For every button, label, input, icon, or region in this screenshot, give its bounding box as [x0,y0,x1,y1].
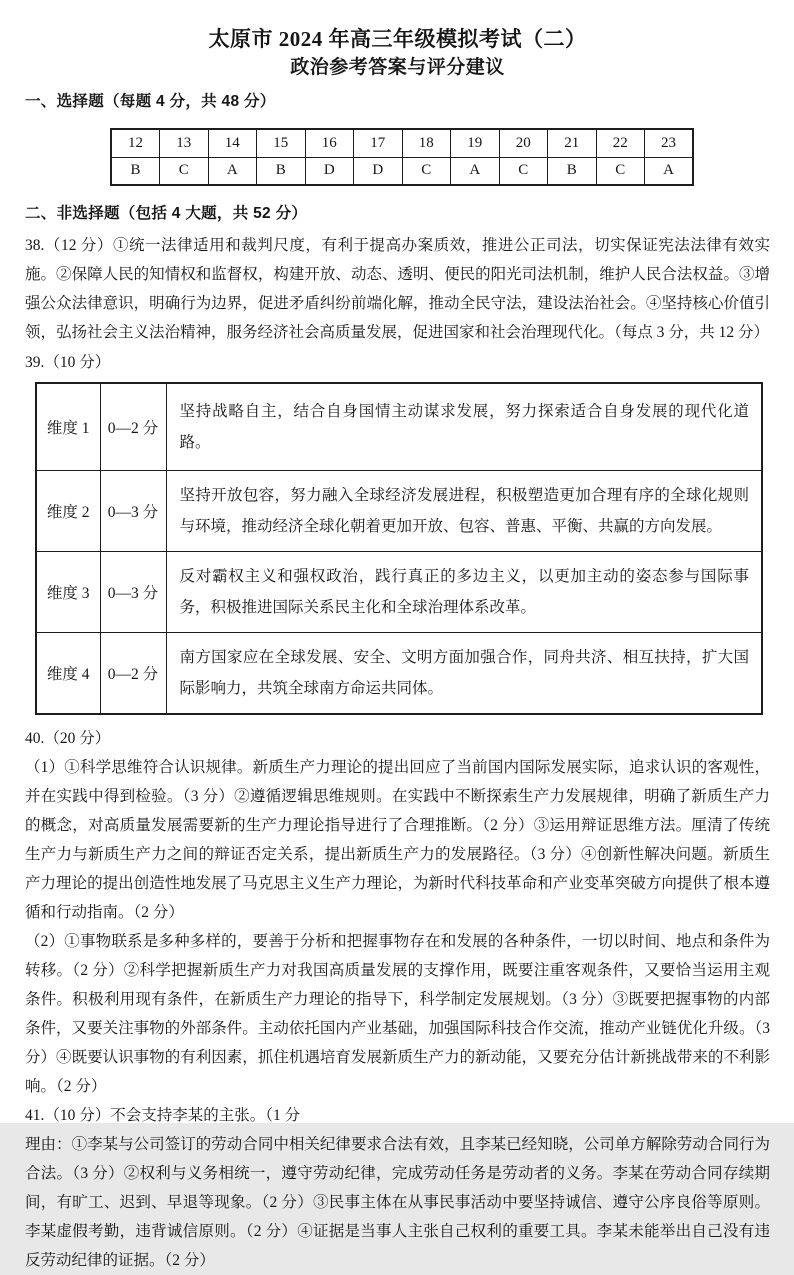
answer-letter-cell: C [499,157,548,185]
section2-heading: 二、非选择题（包括 4 大题，共 52 分） [25,205,308,222]
description-cell: 坚持开放包容，努力融入全球经济发展进程，积极塑造更加合理有序的全球化规则与环境，推动经济全球化朝着更加开放、包容、普惠、平衡、共赢的方向发展。 [166,471,762,552]
score-range-cell: 0—3 分 [100,471,166,552]
question-number-cell: 17 [354,129,403,157]
score-range-cell: 0—2 分 [100,383,166,471]
answer-letter-cell: A [208,157,257,185]
question-number-cell: 23 [645,129,694,157]
q41-conclusion: 41.（10 分）不会支持李某的主张。（1 分 [25,1107,301,1124]
q41-reasons: 理由：①李某与公司签订的劳动合同中相关纪律要求合法有效，且李某已经知晓，公司单方解除劳动合同行为合法。（3 分）②权利与义务相统一，遵守劳动纪律，完成劳动任务是劳动者的义务。李某在劳动合同存续期间，有旷工、迟到、早退等现象。（2 分）③民事主体在从事民事活动中要坚持诚信、遵守公序良俗等原则。李某虚假考勤，违背诚信原则。（2 分）④证据是当事人主张自己权利的重要工具。李某未能举出自己没有违反劳动纪律的证据。（2 分） [25,1136,770,1269]
q40-label: 40.（20 分） [25,730,111,747]
q39-rubric-table [35,382,763,715]
dimension-cell: 维度 2 [36,471,100,552]
section1-heading: 一、选择题（每题 4 分，共 48 分） [25,93,276,110]
answer-letter-cell: A [451,157,500,185]
question-number-cell: 22 [596,129,645,157]
rubric-row [36,633,762,715]
answer-letter-cell: C [402,157,451,185]
q40-part1-answer: （1）①科学思维符合认识规律。新质生产力理论的提出回应了当前国内国际发展实际，追求认识的客观性，并在实践中得到检验。（3 分）②遵循逻辑思维规则。在实践中不断探索生产力发展规律，明确了新质生产力的概念，对高质量发展需要新的生产力理论指导进行了合理推断。（2 分）③运用辩证思维方法。厘清了传统生产力与新质生产力之间的辩证否定关系，提出新质生产力的发展路径。（3 分）④创新性解决问题。新质生产力理论的提出创造性地发展了马克思主义生产力理论，为新时代科技革命和产业变革突破方向提供了根本遵循和行动指南。（2 分） [25,759,770,921]
answer-letter-cell: A [645,157,694,185]
q38-answer-text: 38.（12 分）①统一法律适用和裁判尺度，有利于提高办案质效，推进公正司法，切实保证宪法法律有效实施。②保障人民的知情权和监督权，构建开放、动态、透明、便民的阳光司法机制，维护人民合法权益。③增强公众法律意识，明确行为边界，促进矛盾纠纷前端化解，推动全民守法，建设法治社会。④坚持核心价值引领，弘扬社会主义法治精神，服务经济社会高质量发展，促进国家和社会治理现代化。（每点 3 分，共 12 分） [25,237,770,341]
dimension-cell: 维度 4 [36,633,100,715]
dimension-cell: 维度 3 [36,552,100,633]
question-number-cell: 12 [111,129,160,157]
choice-answer-table [110,128,694,186]
q40-part2-answer: （2）①事物联系是多种多样的，要善于分析和把握事物存在和发展的各种条件，一切以时间、地点和条件为转移。（2 分）②科学把握新质生产力对我国高质量发展的支撑作用，既要注重客观条件，又要恰当运用主观条件。积极利用现有条件，在新质生产力理论的指导下，科学制定发展规划。（3 分）③既要把握事物的内部条件，又要关注事物的外部条件。主动依托国内产业基础，加强国际科技合作交流，推动产业链优化升级。（3 分）④既要认识事物的有利因素，抓住机遇培育发展新质生产力的新动能，又要充分估计新挑战带来的不利影响。（2 分） [25,933,770,1095]
question-number-cell: 19 [451,129,500,157]
question-number-cell: 14 [208,129,257,157]
answer-letter-cell: C [596,157,645,185]
question-number-cell: 16 [305,129,354,157]
answer-letter-cell: D [354,157,403,185]
score-range-cell: 0—3 分 [100,552,166,633]
rubric-row [36,383,762,471]
description-cell: 南方国家应在全球发展、安全、文明方面加强合作，同舟共济、相互扶持，扩大国际影响力，共筑全球南方命运共同体。 [166,633,762,715]
page-title: 太原市 2024 年高三年级模拟考试（二） [208,27,587,51]
question-number-cell: 21 [548,129,597,157]
question-number-cell: 18 [402,129,451,157]
question-number-cell: 13 [160,129,209,157]
answer-letter-cell: C [160,157,209,185]
answer-letter-cell: D [305,157,354,185]
question-number-cell: 15 [257,129,306,157]
dimension-cell: 维度 1 [36,383,100,471]
question-number-row [111,129,693,157]
page-subtitle: 政治参考答案与评分建议 [290,57,505,78]
description-cell: 反对霸权主义和强权政治，践行真正的多边主义，以更加主动的姿态参与国际事务，积极推进国际关系民主化和全球治理体系改革。 [166,552,762,633]
description-cell: 坚持战略自主，结合自身国情主动谋求发展，努力探索适合自身发展的现代化道路。 [166,383,762,471]
question-number-cell: 20 [499,129,548,157]
q39-label: 39.（10 分） [25,354,111,371]
rubric-row [36,552,762,633]
answer-letter-cell: B [548,157,597,185]
answer-letter-cell: B [257,157,306,185]
answer-letter-row [111,157,693,185]
answer-letter-cell: B [111,157,160,185]
rubric-row [36,471,762,552]
score-range-cell: 0—2 分 [100,633,166,715]
